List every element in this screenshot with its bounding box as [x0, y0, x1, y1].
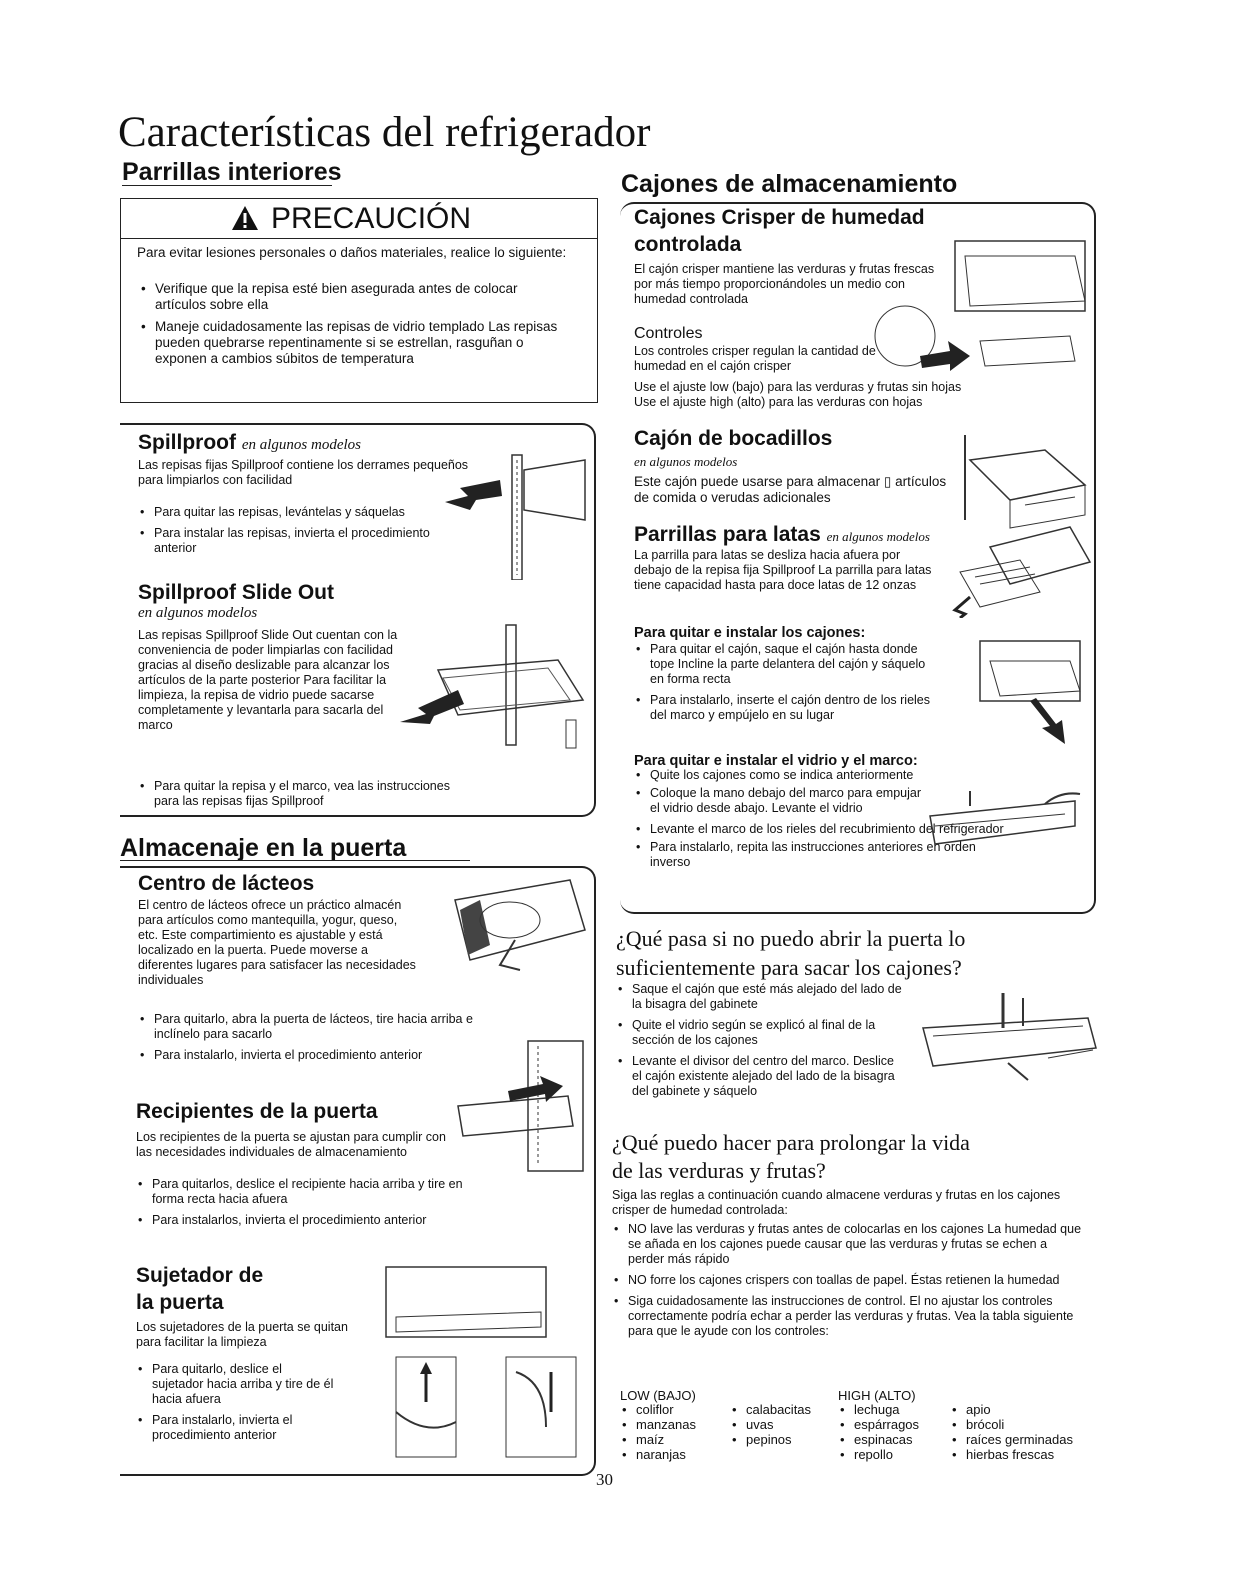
high-col-1	[838, 1402, 919, 1462]
door-heading: Almacenaje en la puerta	[120, 834, 407, 862]
faq1-heading-1: ¿Qué pasa si no puedo abrir la puerta lo	[616, 926, 966, 951]
door-retainer-illustration	[356, 1262, 590, 1462]
slideout-text: Las repisas Spillproof Slide Out cuentan con la conveniencia de poder limpiarlas con facilidad gracias al diseño deslizable para alcanzar los artículos de la parte posterior Para facilitar la limpieza, la repisa de vidrio puede sacarse completamente y levantarla para sacarla del marco	[138, 628, 398, 732]
low-col-1	[620, 1402, 696, 1462]
cans-title: Parrillas para latas	[634, 523, 821, 546]
snack-text: Este cajón puede usarse para almacenar ▯ artículos de comida o verudas adicionales	[634, 474, 947, 505]
caution-header	[121, 199, 597, 239]
list-item: • apio	[950, 1402, 1073, 1417]
list-item: • Para quitar las repisas, levántelas y sáquelas	[138, 505, 458, 520]
cans-text: La parrilla para latas se desliza hacia afuera por debajo de la repisa fija Spillproof La parrilla para latas tiene capacidad hasta para doce latas de 12 onzas	[634, 548, 932, 592]
controls-text: Los controles crisper regulan la cantidad de humedad en el cajón crisper	[634, 344, 876, 373]
retainer-heading-1: Sujetador de	[136, 1264, 264, 1287]
dairy-text: El centro de lácteos ofrece un práctico almacén para artículos como mantequilla, yogur, queso, etc. Este compartimiento es ajustable y está localizado en la puerta. Puede moverse a diferentes lugares para satisfacer las necesidades individuales	[138, 898, 416, 987]
page-number: 30	[596, 1470, 613, 1489]
faq1-heading-2: suficientemente para sacar los cajones?	[616, 955, 962, 980]
high-col-2	[950, 1402, 1073, 1462]
list-item: • Levante el divisor del centro del marco. Deslice el cajón existente alejado del lado de la bisagra del gabinete y sáquelo	[616, 1054, 906, 1099]
spillproof-subtitle: en algunos modelos	[241, 437, 362, 453]
remove-glass-heading: Para quitar e instalar el vidrio y el marco:	[634, 753, 918, 769]
controls-heading: Controles	[634, 325, 703, 342]
list-item: • Para quitar el cajón, saque el cajón hasta donde tope Incline la parte delantera del cajón y sáquelo en forma recta	[634, 642, 934, 687]
list-item: • Para quitarlos, deslice el recipiente hacia arriba y tire en forma recta hacia afuera	[136, 1177, 486, 1207]
warning-icon	[231, 205, 259, 236]
bins-list	[136, 1177, 486, 1234]
list-item: • Para instalarlos, invierta el procedimiento anterior	[136, 1213, 486, 1228]
faq2-heading-1: ¿Qué puedo hacer para prolongar la vida	[612, 1130, 970, 1155]
list-item: • hierbas frescas	[950, 1447, 1073, 1462]
can-rack-illustration	[950, 522, 1092, 618]
hinge-side-drawer-illustration	[918, 988, 1100, 1083]
list-item: • maíz	[620, 1432, 696, 1447]
list-item: • NO forre los cajones crispers con toallas de papel. Éstas retienen la humedad	[612, 1273, 1082, 1288]
spillproof-title: Spillproof	[138, 431, 236, 454]
list-item: • calabacitas	[730, 1402, 811, 1417]
slideout-shelf-illustration	[398, 620, 588, 750]
snack-subtitle: en algunos modelos	[634, 454, 738, 469]
list-item: • Para instalarlo, repita las instrucciones anteriores en orden inverso	[634, 840, 1014, 870]
list-item: • Para instalar las repisas, invierta el procedimiento anterior	[138, 526, 458, 556]
list-item: • Para instalarlo, inserte el cajón dentro de los rieles del marco y empújelo en su lugar	[634, 693, 934, 723]
list-item: • Para quitarlo, deslice el sujetador hacia arriba y tire de él hacia afuera	[136, 1362, 336, 1407]
faq2-heading-2: de las verduras y frutas?	[612, 1158, 826, 1183]
list-item: • Para instalarlo, invierta el procedimiento anterior	[136, 1413, 336, 1443]
faq2-intro: Siga las reglas a continuación cuando almacene verduras y frutas en los cajones crisper de humedad controlada:	[612, 1188, 1061, 1217]
list-item: • Para quitar la repisa y el marco, vea las instrucciones para las repisas fijas Spillproof	[138, 779, 468, 809]
list-item: • lechuga	[838, 1402, 919, 1417]
cans-heading	[634, 523, 930, 549]
snack-drawer-illustration	[955, 430, 1091, 530]
slideout-list	[138, 779, 468, 815]
list-item: • Levante el marco de los rieles del recubrimiento del refrigerador	[634, 822, 1074, 837]
list-item: • manzanas	[620, 1417, 696, 1432]
drawers-heading: Cajones de almacenamiento	[621, 170, 958, 198]
list-item: • Para instalarlo, invierta el procedimiento anterior	[138, 1048, 488, 1063]
list-item: • Coloque la mano debajo del marco para empujar el vidrio desde abajo. Levante el vidrio	[634, 786, 924, 816]
crisper-heading-1: Cajones Crisper de humedad	[634, 206, 925, 229]
list-item: • espinacas	[838, 1432, 919, 1447]
list-item: • espárragos	[838, 1417, 919, 1432]
list-item: • coliflor	[620, 1402, 696, 1417]
slideout-subtitle: en algunos modelos	[138, 605, 258, 621]
remove-drawers-list	[634, 642, 934, 729]
caution-list	[139, 281, 569, 373]
controls-high-line: Use el ajuste high (alto) para las verduras con hojas	[634, 395, 923, 409]
bins-heading: Recipientes de la puerta	[136, 1100, 378, 1123]
faq1-list	[616, 982, 906, 1105]
crisper-heading-2: controlada	[634, 233, 742, 256]
slideout-heading: Spillproof Slide Out	[138, 581, 334, 604]
glass-removal-illustration	[925, 786, 1085, 852]
list-item: • NO lave las verduras y frutas antes de colocarlas en los cajones La humedad que se añada en los cajones puede causar que las verduras y frutas se echen a perder más rápido	[612, 1222, 1082, 1267]
shelves-heading: Parrillas interiores	[122, 158, 342, 186]
drawer-removal-illustration	[970, 636, 1088, 746]
dairy-heading: Centro de lácteos	[138, 872, 315, 895]
high-header: HIGH (ALTO)	[838, 1388, 916, 1403]
caution-title: PRECAUCIÓN	[271, 202, 472, 235]
heading-underline	[122, 185, 332, 186]
list-item: • Verifique que la repisa esté bien asegurada antes de colocar artículos sobre ella	[139, 281, 569, 313]
spillproof-text: Las repisas fijas Spillproof contiene los derrames pequeños para limpiarlos con facilidad	[138, 458, 469, 487]
page-title: Características del refrigerador	[118, 109, 651, 156]
list-item: • Maneje cuidadosamente las repisas de vidrio templado Las repisas pueden quebrarse repentinamente si se estrellan, rasguñan o exponen a cambios súbitos de temperatura	[139, 319, 569, 367]
list-item: • repollo	[838, 1447, 919, 1462]
cans-subtitle: en algunos modelos	[826, 529, 930, 544]
retainer-list	[136, 1362, 336, 1449]
list-item: • Quite el vidrio según se explicó al final de la sección de los cajones	[616, 1018, 906, 1048]
list-item: • naranjas	[620, 1447, 696, 1462]
caution-intro: Para evitar lesiones personales o daños materiales, realice lo siguiente:	[137, 245, 567, 260]
spillproof-heading	[138, 431, 361, 457]
crisper-text: El cajón crisper mantiene las verduras y frutas frescas por más tiempo proporcionándoles un medio con humedad controlada	[634, 262, 935, 306]
dairy-list	[138, 1012, 488, 1069]
door-bin-illustration	[448, 1036, 590, 1176]
list-item: • Saque el cajón que esté más alejado del lado de la bisagra del gabinete	[616, 982, 906, 1012]
caution-box	[120, 198, 598, 403]
retainer-text: Los sujetadores de la puerta se quitan para facilitar la limpieza	[136, 1320, 348, 1349]
heading-underline	[120, 860, 470, 861]
spillproof-list	[138, 505, 458, 562]
faq2-list	[612, 1222, 1082, 1345]
crisper-drawer-illustration	[870, 236, 1092, 396]
dairy-center-illustration	[420, 870, 592, 980]
retainer-heading-2: la puerta	[136, 1291, 224, 1314]
remove-drawers-heading: Para quitar e instalar los cajones:	[634, 625, 866, 641]
low-col-2	[730, 1402, 811, 1447]
bins-text: Los recipientes de la puerta se ajustan para cumplir con las necesidades individuales de almacenamiento	[136, 1130, 446, 1159]
list-item: • Quite los cajones como se indica anteriormente	[634, 768, 1074, 783]
list-item: • raíces germinadas	[950, 1432, 1073, 1447]
list-item: • Para quitarlo, abra la puerta de lácteos, tire hacia arriba e inclínelo para sacarlo	[138, 1012, 488, 1042]
spillproof-shelf-illustration	[440, 450, 590, 580]
list-item: • brócoli	[950, 1417, 1073, 1432]
controls-low-line: Use el ajuste low (bajo) para las verduras y frutas sin hojas	[634, 380, 962, 394]
humidity-table	[620, 1388, 1090, 1470]
list-item: • Siga cuidadosamente las instrucciones de control. El no ajustar los controles correctamente podría echar a perder las verduras y frutas. Vea la tabla siguiente para que le ayude con los controles:	[612, 1294, 1082, 1339]
low-header: LOW (BAJO)	[620, 1388, 696, 1403]
list-item: • uvas	[730, 1417, 811, 1432]
list-item: • pepinos	[730, 1432, 811, 1447]
snack-heading: Cajón de bocadillos	[634, 427, 833, 450]
